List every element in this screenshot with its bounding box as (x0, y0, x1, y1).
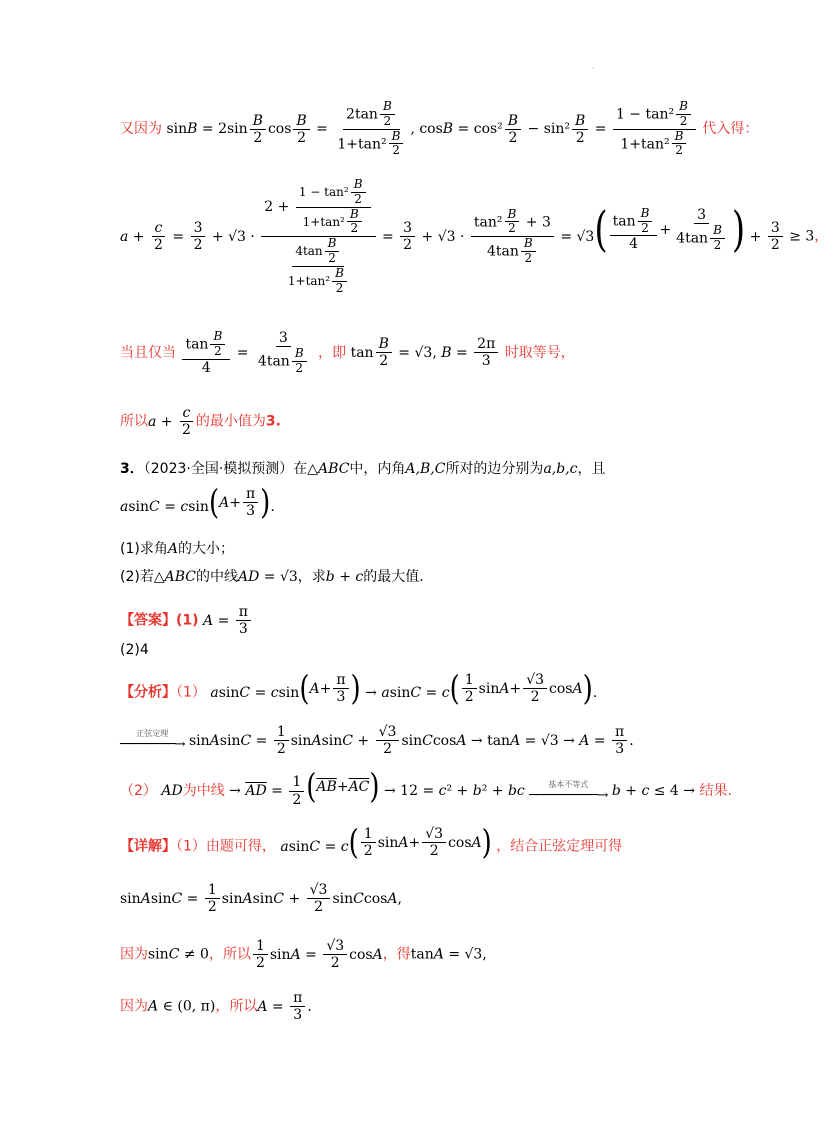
detail-so1: ，所以 (208, 946, 251, 963)
line4-prefix: 所以 (120, 413, 148, 430)
analysis-formula4: b + c ≤ 4 → (611, 783, 695, 799)
line-sinB-cosB (120, 100, 758, 158)
line-a-plus-c-half (120, 178, 828, 295)
line3-mid: ，即 (318, 344, 347, 361)
detail-formula3: $\frac{1}{2}$ sinA = $\frac{√3}{2}$ cosA (251, 947, 383, 963)
formula-ad: AD = √3 (237, 569, 298, 585)
line1-suffix: 代入得： (702, 121, 759, 138)
detail-line4 (120, 990, 312, 1023)
detail-because2: 因为 (120, 998, 148, 1015)
line-conclusion (120, 405, 281, 438)
arrow-sine-law: 正弦定理 ────────→ (120, 729, 185, 753)
problem-number: 3． (120, 461, 144, 477)
detail-because1: 因为 (120, 946, 148, 963)
analysis-p2: （2） (120, 783, 157, 799)
part2-suffix: 的最大值. (363, 569, 424, 585)
triangle-abc: △ABC (307, 461, 350, 477)
problem-part1 (120, 538, 234, 558)
detail-tanA: tanA = √3, (410, 946, 487, 963)
part1-suffix: 的大小； (177, 541, 234, 557)
answer-label: 【答案】 (120, 612, 176, 629)
angles-abc: A,B,C (405, 461, 446, 477)
arrow-basic-inequality: 基本不等式 ──────────→ (529, 779, 608, 803)
line2-ge: ≥ 3 (789, 228, 815, 245)
answer-part1: (1) (176, 612, 199, 629)
sides-abc: a,b,c (543, 461, 578, 477)
detail-line3 (120, 938, 487, 971)
analysis-line2 (120, 724, 634, 757)
line4-suffix: 的最小值为 (195, 413, 266, 430)
answer-formula: A = $\frac{\pi}{3}$ (203, 613, 253, 629)
analysis-label: 【分析】 (120, 684, 176, 701)
problem-condition (120, 483, 275, 523)
detail-p1: （1）由题可得， (176, 838, 276, 855)
analysis-p2-text: 为中线 (182, 783, 225, 799)
problem-part2 (120, 566, 424, 586)
formula-b-plus-c: b + c (325, 569, 364, 585)
line2-comma: ， (814, 228, 828, 245)
analysis-formula2: sinAsinC = $\frac{1}{2}$ sinAsinC + $\frac{√3}{2}$ sinCcosA → tanA = √3 → A = $\frac{\pi}{3}$ . (188, 724, 634, 758)
part2-mid: 的中线 (195, 569, 238, 585)
part2-mid2: ，求 (297, 569, 326, 585)
problem-text3: ，且 (577, 461, 606, 477)
formula-sinB: sinB = 2sin $\frac{B}{2}$ cos $\frac{B}{2}$ = 2tan $\frac{B}{2}$ 1+tan² $\frac{B}{2}$ , cosB = cos² $\frac{B}{2}$ − sin² $\frac{B}{2}$ = 1 − tan² $\frac{B}{2}$ 1+tan² $\frac{B}{2}$ (166, 121, 702, 137)
analysis-line1 (120, 669, 598, 709)
detail-range: A ∈ (0, π) (148, 998, 216, 1015)
formula-a-plus-c-over-2: a + $\frac{c}{2}$ (148, 414, 196, 430)
formula-tanB: tan $\frac{B}{2}$ = √3, B = $\frac{2\pi}{3}$ (351, 345, 505, 361)
detail-line1 (120, 823, 623, 863)
analysis-p1: （1） (176, 684, 206, 701)
detail-p1-suffix: ，结合正弦定理可得 (496, 838, 623, 855)
analysis-p2-end: 结果. (699, 783, 732, 799)
segment-ad: AD (161, 783, 183, 799)
answer-line (120, 604, 253, 637)
detail-sinC: sinC ≠ 0 (148, 946, 209, 963)
detail-formula2: sinAsinC = $\frac{1}{2}$ sinAsinC + $\frac{√3}{2}$ sinCcosA, (120, 882, 402, 916)
detail-get1: ，得 (382, 946, 411, 963)
problem-text1: 中，内角 (349, 461, 406, 477)
analysis-formula3: → $\overline{AD}$ = $\frac{1}{2}$ ( $\overline{AB}$ + $\overline{AC}$ ) → 12 = c² + b² + bc (229, 767, 525, 808)
angle-a: A (167, 541, 178, 557)
detail-line2 (120, 882, 402, 915)
line1-prefix: 又因为 (120, 121, 162, 138)
detail-so2: ，所以 (215, 998, 258, 1015)
formula-a-plus-c: a + $\frac{c}{2}$ = $\frac{3}{2}$ + √3 · 2 + 1 − tan² $\frac{B}{2}$ 1+tan² $\frac{B}{2}$ 4tan $\frac{B}{2}$ 1+tan² $\frac{B}{2}$ = $\frac{3}{2}$ + √3 · tan² $\frac{B}{2}$ + 3 4tan $\frac{B}{2}$ = √3 ( tan $\frac{B}{2}$ 4 + 3 4tan $\frac{B}{2}$ ) + $\frac{3}{2}$ (120, 229, 789, 245)
line3-prefix: 当且仅当 (120, 344, 176, 361)
page-mark: · (592, 64, 595, 73)
problem-source: （2023·全国·模拟预测）在 (143, 461, 308, 477)
part1-prefix: (1)求角 (120, 541, 168, 557)
analysis-line3 (120, 767, 732, 808)
detail-formula1: asinC = c ( $\frac{1}{2}$ sin A + $\frac{√3}{2}$ cos A ) (280, 823, 492, 863)
line-equality-condition (120, 330, 575, 376)
part2-prefix: (2)若 (120, 569, 154, 585)
problem-text2: 所对的边分别为 (445, 461, 544, 477)
detail-label: 【详解】 (120, 838, 176, 855)
line3-suffix: 时取等号， (504, 344, 575, 361)
problem-3-statement (120, 458, 606, 478)
formula-equality: tan $\frac{B}{2}$ 4 = 3 4tan $\frac{B}{2}$ (180, 345, 318, 361)
detail-result: A = $\frac{\pi}{3}$ . (257, 990, 312, 1024)
answer-part2: (2)4 (120, 642, 149, 658)
triangle-abc-2: △ABC (153, 569, 196, 585)
analysis-formula1: asinC = csin ( A + $\frac{\pi}{3}$ ) → asinC = c ( $\frac{1}{2}$ sin A + $\frac{√3}{2}$ cos A ) . (210, 669, 598, 709)
formula-condition: asinC = csin ( A + $\frac{\pi}{3}$ ) . (120, 483, 275, 523)
line4-value: 3. (265, 413, 281, 430)
